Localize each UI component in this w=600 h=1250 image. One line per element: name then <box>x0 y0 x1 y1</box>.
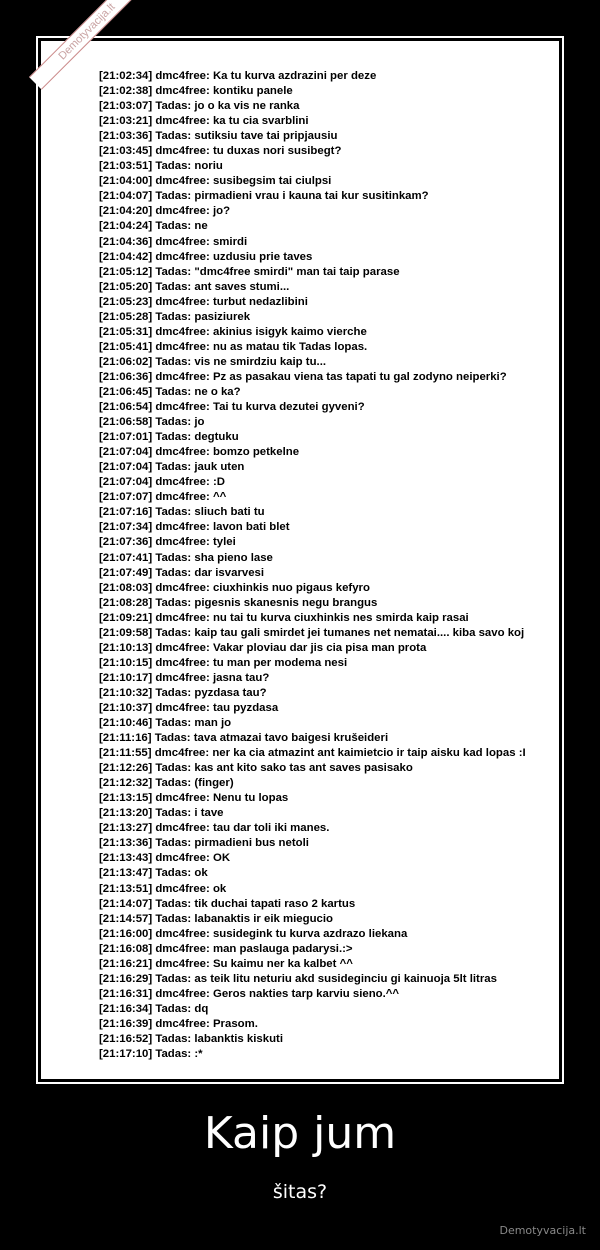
chat-message: [21:08:03] dmc4free: ciuxhinkis nuo pigaus kefyro <box>99 581 370 594</box>
chat-message: [21:13:20] Tadas: i tave <box>99 807 224 820</box>
chat-message: [21:14:07] Tadas: tik duchai tapati raso 2 kartus <box>99 897 356 910</box>
chat-message: [21:11:16] Tadas: tava atmazai tavo baigesi krušeideri <box>99 732 389 745</box>
chat-message: [21:06:36] dmc4free: Pz as pasakau viena tas tapati tu gal zodyno neiperki? <box>99 370 507 383</box>
chat-message: [21:10:13] dmc4free: Vakar ploviau dar jis cia pisa man prota <box>99 641 427 654</box>
chat-log <box>99 69 559 1062</box>
chat-message: [21:05:28] Tadas: pasiziurek <box>99 310 251 323</box>
chat-message: [21:02:34] dmc4free: Ka tu kurva azdrazini per deze <box>99 70 377 82</box>
chat-message: [21:13:15] dmc4free: Nenu tu lopas <box>99 792 289 805</box>
chat-message: [21:05:31] dmc4free: akinius isigyk kaimo vierche <box>99 325 367 338</box>
chat-message: [21:06:58] Tadas: jo <box>99 416 205 429</box>
chat-message: [21:12:26] Tadas: kas ant kito sako tas ant saves pasisako <box>99 762 413 775</box>
chat-message: [21:14:57] Tadas: labanaktis ir eik miegucio <box>99 912 334 925</box>
chat-message: [21:10:17] dmc4free: jasna tau? <box>99 671 270 684</box>
chat-message: [21:05:20] Tadas: ant saves stumi... <box>99 280 290 293</box>
chat-message: [21:06:54] dmc4free: Tai tu kurva dezutei gyveni? <box>99 401 365 414</box>
chat-message: [21:07:36] dmc4free: tylei <box>99 536 236 549</box>
chat-message: [21:10:32] Tadas: pyzdasa tau? <box>99 686 267 699</box>
chat-message: [21:16:31] dmc4free: Geros nakties tarp karviu sieno.^^ <box>99 987 400 1000</box>
chat-message: [21:08:28] Tadas: pigesnis skanesnis negu brangus <box>99 596 378 609</box>
chat-message: [21:17:10] Tadas: :* <box>99 1048 203 1061</box>
chat-message: [21:09:21] dmc4free: nu tai tu kurva ciuxhinkis nes smirda kaip rasai <box>99 611 469 624</box>
poster-title: Kaip jum <box>203 1108 397 1159</box>
chat-message: [21:03:45] dmc4free: tu duxas nori susibegt? <box>99 145 342 158</box>
chat-message: [21:16:00] dmc4free: susidegink tu kurva azdrazo liekana <box>99 927 408 940</box>
poster-frame <box>36 1 564 1084</box>
chat-message: [21:16:21] dmc4free: Su kaimu ner ka kalbet ^^ <box>99 957 353 970</box>
chat-message: [21:04:24] Tadas: ne <box>99 220 208 233</box>
chat-message: [21:07:34] dmc4free: lavon bati blet <box>99 521 290 534</box>
chat-message: [21:05:41] dmc4free: nu as matau tik Tadas lopas. <box>99 340 368 353</box>
chat-message: [21:06:02] Tadas: vis ne smirdziu kaip tu... <box>99 355 327 368</box>
chat-message: [21:02:38] dmc4free: kontiku panele <box>99 85 293 98</box>
chat-message: [21:10:46] Tadas: man jo <box>99 717 232 730</box>
chat-message: [21:03:21] dmc4free: ka tu cia svarblini <box>99 115 309 128</box>
chat-message: [21:06:45] Tadas: ne o ka? <box>99 385 241 398</box>
chat-message: [21:03:36] Tadas: sutiksiu tave tai pripjausiu <box>99 130 338 143</box>
chat-message: [21:16:52] Tadas: labanktis kiskuti <box>99 1033 284 1045</box>
poster-subtitle: šitas? <box>272 1181 328 1203</box>
chat-message: [21:04:00] dmc4free: susibegsim tai ciulpsi <box>99 175 332 188</box>
chat-message: [21:05:12] Tadas: "dmc4free smirdi" man tai taip parase <box>99 265 400 278</box>
chat-screenshot <box>41 1 559 1079</box>
site-watermark: Demotyvacija.lt <box>499 1224 586 1237</box>
chat-message: [21:07:49] Tadas: dar isvarvesi <box>99 566 265 579</box>
chat-message: [21:04:36] dmc4free: smirdi <box>99 235 248 248</box>
chat-message: [21:03:07] Tadas: jo o ka vis ne ranka <box>99 100 300 113</box>
chat-message: [21:13:36] Tadas: pirmadieni bus netoli <box>99 837 309 850</box>
chat-message: [21:10:37] dmc4free: tau pyzdasa <box>99 701 279 714</box>
chat-message: [21:16:39] dmc4free: Prasom. <box>99 1017 258 1030</box>
chat-message: [21:13:47] Tadas: ok <box>99 867 208 880</box>
chat-message: [21:03:51] Tadas: noriu <box>99 160 223 173</box>
chat-message: [21:07:41] Tadas: sha pieno lase <box>99 551 273 564</box>
chat-message: [21:07:04] dmc4free: :D <box>99 476 225 489</box>
chat-message: [21:05:23] dmc4free: turbut nedazlibini <box>99 295 308 308</box>
chat-message: [21:13:27] dmc4free: tau dar toli iki manes. <box>99 822 330 835</box>
chat-message: [21:07:04] dmc4free: bomzo petkelne <box>99 446 300 459</box>
chat-message: [21:16:29] Tadas: as teik litu neturiu akd susideginciu gi kainuoja 5lt litras <box>99 972 497 985</box>
chat-message: [21:11:55] dmc4free: ner ka cia atmazint ant kaimietcio ir taip aisku kad lopas :I <box>99 747 526 760</box>
chat-message: [21:07:16] Tadas: sliuch bati tu <box>99 506 265 519</box>
chat-message: [21:07:04] Tadas: jauk uten <box>99 461 245 474</box>
chat-message: [21:04:20] dmc4free: jo? <box>99 205 231 218</box>
chat-message: [21:04:42] dmc4free: uzdusiu prie taves <box>99 250 313 263</box>
chat-message: [21:16:08] dmc4free: man paslauga padarysi.:> <box>99 942 353 955</box>
chat-message: [21:04:07] Tadas: pirmadieni vrau i kauna tai kur susitinkam? <box>99 190 429 203</box>
chat-message: [21:10:15] dmc4free: tu man per modema nesi <box>99 656 348 669</box>
chat-message: [21:07:01] Tadas: degtuku <box>99 431 239 444</box>
chat-message: [21:13:43] dmc4free: OK <box>99 852 231 865</box>
chat-message: [21:13:51] dmc4free: ok <box>99 882 227 895</box>
chat-message: [21:12:32] Tadas: (finger) <box>99 777 234 790</box>
chat-message: [21:07:07] dmc4free: ^^ <box>99 491 227 504</box>
chat-message: [21:09:58] Tadas: kaip tau gali smirdet jei tumanes net nematai.... kiba savo koj <box>99 626 525 639</box>
chat-message: [21:16:34] Tadas: dq <box>99 1002 209 1015</box>
watermark-text: Demotyvacija.lt <box>29 0 145 90</box>
